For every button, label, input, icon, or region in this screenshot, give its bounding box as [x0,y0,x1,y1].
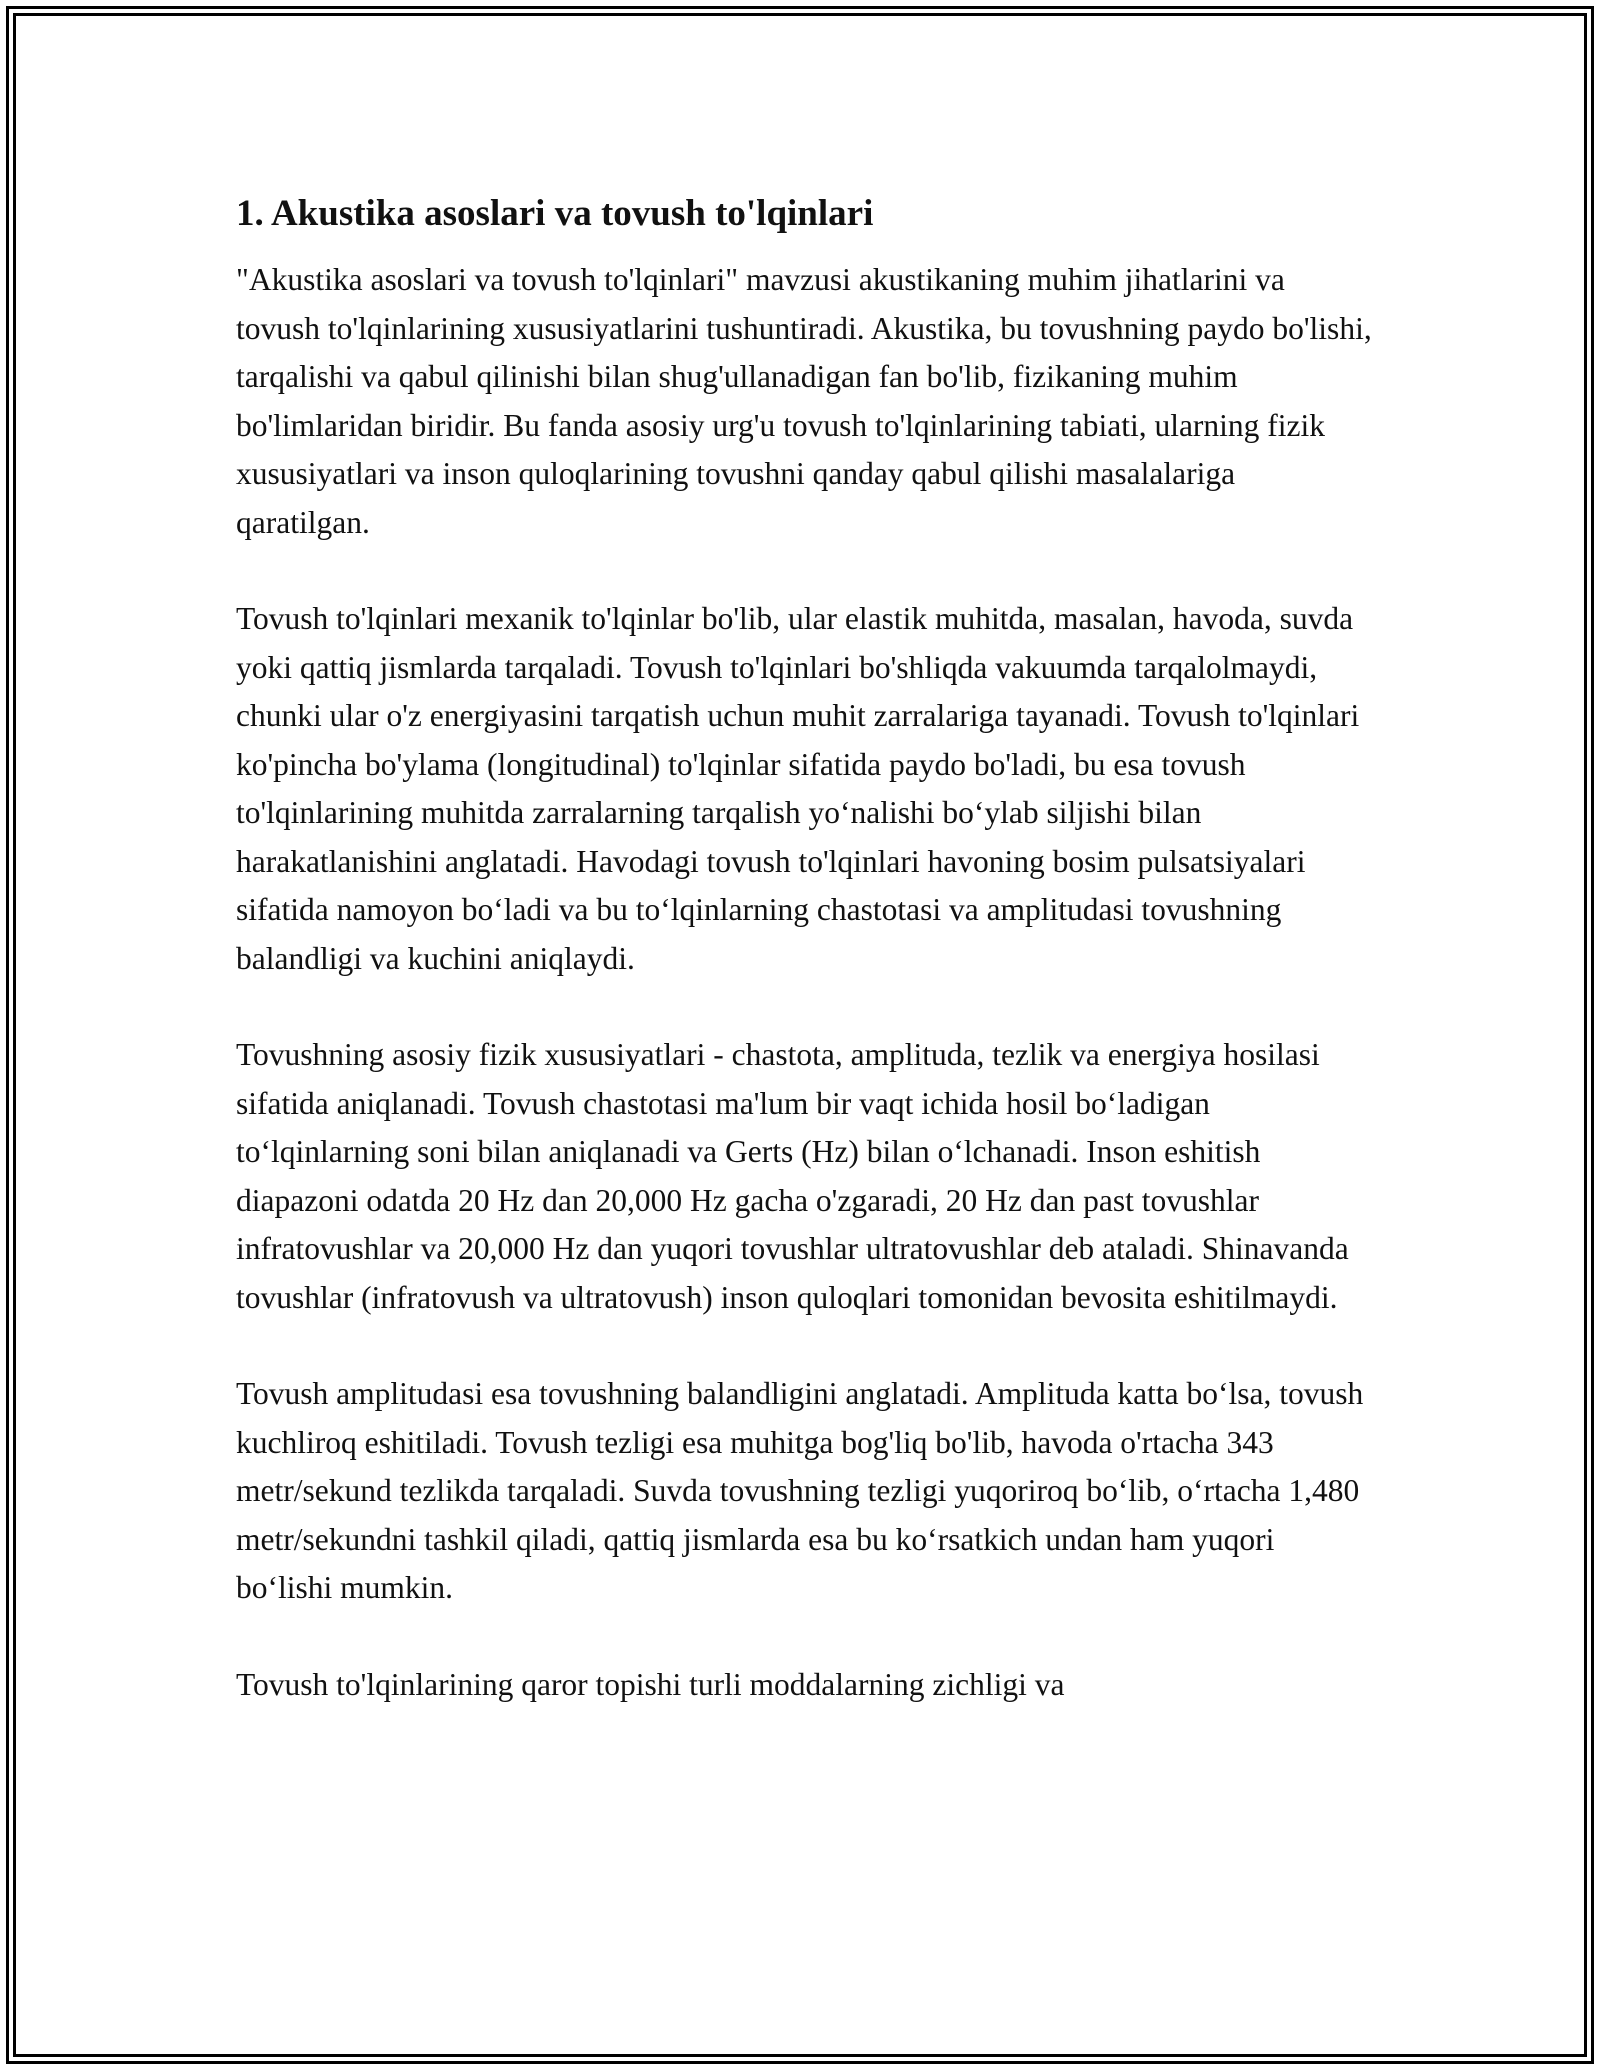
document-body [236,188,1376,1709]
paragraph-intro: "Akustika asoslari va tovush to'lqinlari" mavzusi akustikaning muhim jihatlarini va tovush to'lqinlarining xususiyatlarini tushuntiradi. Akustika, bu tovushning paydo bo'lishi, tarqalishi va qabul qilinishi bilan shug'ullanadigan fan bo'lib, fizikaning muhim bo'limlaridan biridir. Bu fanda asosiy urg'u tovush to'lqinlarining tabiati, ularning fizik xususiyatlari va inson quloqlarining tovushni qanday qabul qilishi masalalariga qaratilgan. [236,262,1372,540]
paragraph-physical-properties: Tovushning asosiy fizik xususiyatlari - chastota, amplituda, tezlik va energiya hosilasi sifatida aniqlanadi. Tovush chastotasi ma'lum bir vaqt ichida hosil bo‘ladigan to‘lqinlarning soni bilan aniqlanadi va Gerts (Hz) bilan o‘lchanadi. Inson eshitish diapazoni odatda 20 Hz dan 20,000 Hz gacha o'zgaradi, 20 Hz dan past tovushlar infratovushlar va 20,000 Hz dan yuqori tovushlar ultratovushlar deb ataladi. Shinavanda tovushlar (infratovush va ultratovush) inson quloqlari tomonidan bevosita eshitilmaydi. [236,1037,1349,1315]
paragraph-amplitude-speed: Tovush amplitudasi esa tovushning balandligini anglatadi. Amplituda katta bo‘lsa, tovush kuchliroq eshitiladi. Tovush tezligi esa muhitga bog'liq bo'lib, havoda o'rtacha 343 metr/sekund tezlikda tarqaladi. Suvda tovushning tezligi yuqoriroq bo‘lib, o‘rtacha 1,480 metr/sekundni tashkil qiladi, qattiq jismlarda esa bu ko‘rsatkich undan ham yuqori bo‘lishi mumkin. [236,1376,1364,1605]
paragraph-mechanical-waves: Tovush to'lqinlari mexanik to'lqinlar bo'lib, ular elastik muhitda, masalan, havoda, suvda yoki qattiq jismlarda tarqaladi. Tovush to'lqinlari bo'shliqda vakuumda tarqalolmaydi, chunki ular o'z energiyasini tarqatish uchun muhit zarralariga tayanadi. Tovush to'lqinlari ko'pincha bo'ylama (longitudinal) to'lqinlar sifatida paydo bo'ladi, bu esa tovush to'lqinlarining muhitda zarralarning tarqalish yo‘nalishi bo‘ylab siljishi bilan harakatlanishini anglatadi. Havodagi tovush to'lqinlari havoning bosim pulsatsiyalari sifatida namoyon bo‘ladi va bu to‘lqinlarning chastotasi va amplitudasi tovushning balandligi va kuchini aniqlaydi. [236,601,1360,976]
paragraph-continuation: Tovush to'lqinlarining qaror topishi turli moddalarning zichligi va [236,1666,1065,1702]
section-heading: 1. Akustika asoslari va tovush to'lqinlari [236,193,874,234]
